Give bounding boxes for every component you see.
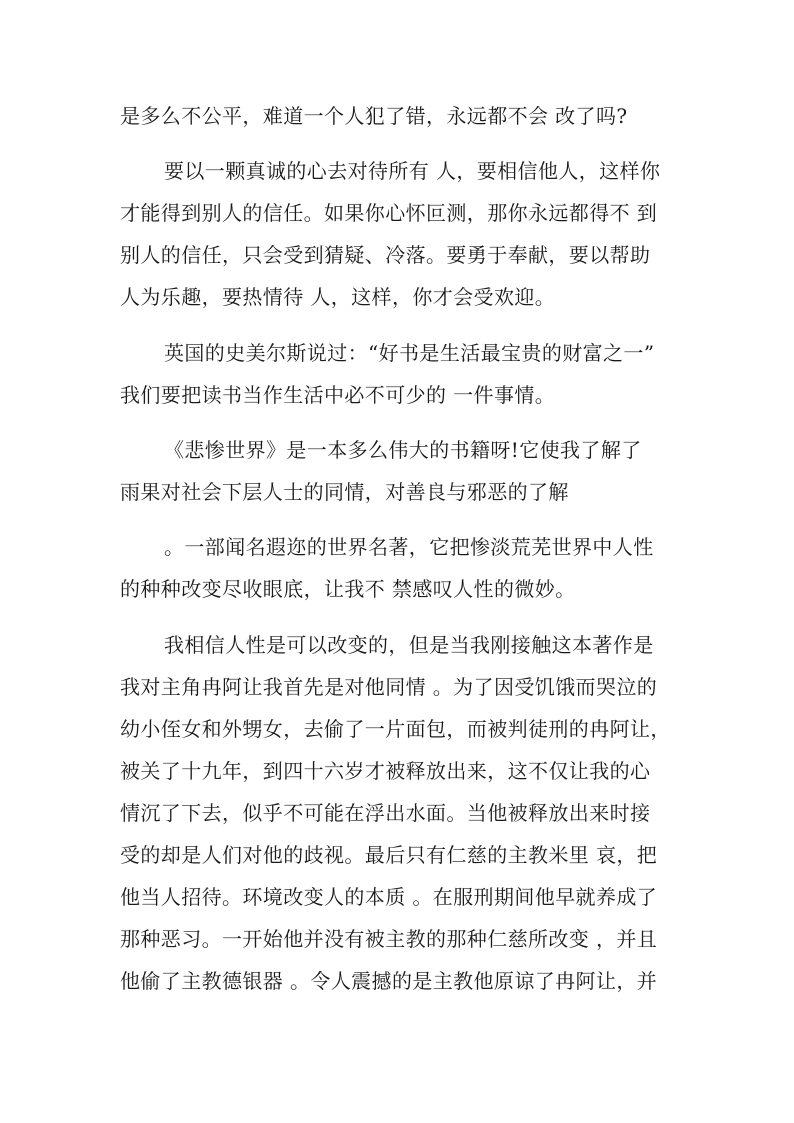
text-line: 是多么不公平，难道一个人犯了错，永远都不会 改了吗?: [120, 104, 628, 128]
text-line: 要以一颗真诚的心去对待所有 人，要相信他人，这样你: [164, 159, 661, 183]
text-line: 别人的信任，只会受到猜疑、冷落。要勇于奉献，要以帮助: [120, 243, 651, 267]
text-line: 他当人招待。环境改变人的本质 。在服刑期间他早就养成了: [120, 885, 658, 909]
text-line: 那种恶习。一开始他并没有被主教的那种仁慈所改变 ，并且: [120, 927, 658, 951]
text-line: 。一部闻名遐迩的世界名著，它把惨淡荒芜世界中人性: [164, 535, 654, 559]
text-line: 被关了十九年，到四十六岁才被释放出来，这不仅让我的心: [120, 759, 651, 783]
text-line: 我对主角冉阿让我首先是对他同情 。为了因受饥饿而哭泣的: [120, 675, 658, 699]
text-line: 的种种改变尽收眼底，让我不 禁感叹人性的微妙。: [120, 577, 576, 601]
text-line: 他偷了主教德银器 。令人震撼的是主教他原谅了冉阿让，并: [120, 969, 658, 993]
text-line: 雨果对社会下层人士的同情，对善良与邪恶的了解: [120, 480, 569, 504]
text-line: 才能得到别人的信任。如果你心怀叵测，那你永远都得不 到: [120, 201, 658, 225]
text-line: 英国的史美尔斯说过：“好书是生活最宝贵的财富之一”: [164, 341, 655, 365]
text-line: 我们要把读书当作生活中必不可少的 一件事情。: [120, 383, 556, 407]
text-line: 受的却是人们对他的歧视。最后只有仁慈的主教米里 哀，把: [120, 843, 658, 867]
text-line: 情沉了下去，似乎不可能在浮出水面。当他被释放出来时接: [120, 801, 651, 825]
text-line: 人为乐趣，要热情待 人，这样，你才会受欢迎。: [120, 285, 556, 309]
text-line: 《悲惨世界》是一本多么伟大的书籍呀!它使我了解了: [164, 438, 642, 462]
text-line: 我相信人性是可以改变的，但是当我刚接触这本著作是: [164, 633, 654, 657]
text-line: 幼小侄女和外甥女，去偷了一片面包，而被判徒刑的冉阿让，: [120, 717, 671, 741]
